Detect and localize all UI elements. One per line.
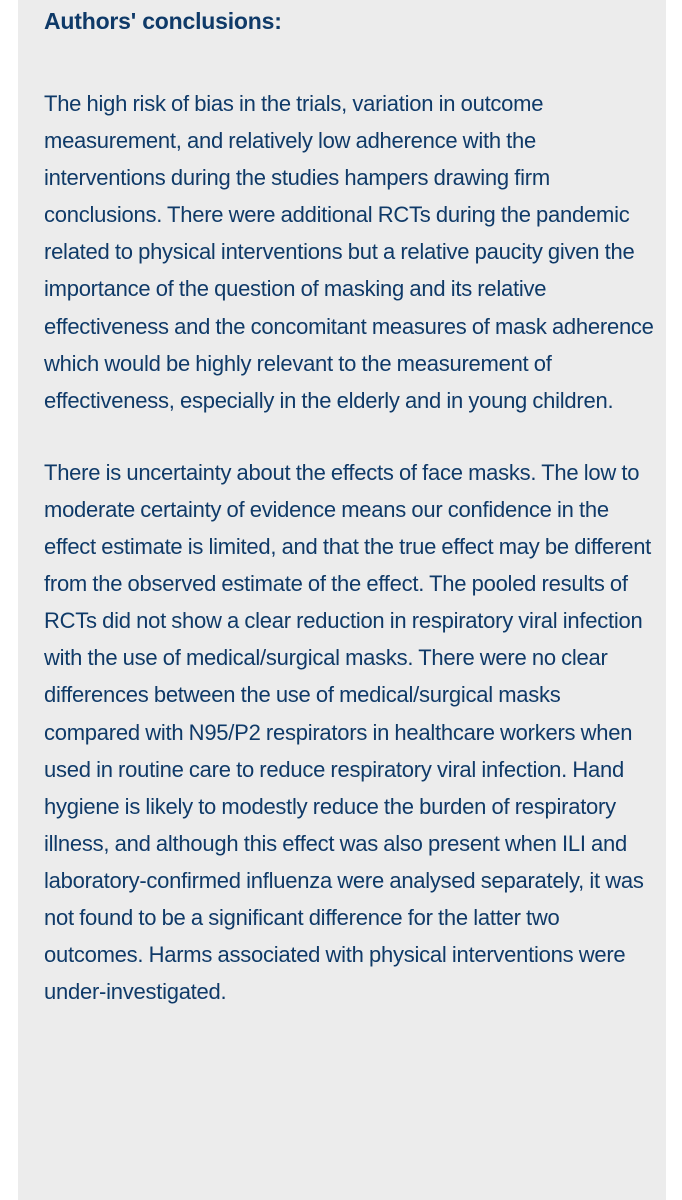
- conclusions-paragraph-1: The high risk of bias in the trials, variation in outcome measurement, and relatively low adherence with the interventions during the studies hampers drawing firm conclusions. There were additional RCTs during the pandemic related to physical interventions but a relative paucity given the importance of the question of masking and its relative effectiveness and the concomitant measures of mask adherence which would be highly relevant to the measurement of effectiveness, especially in the elderly and in young children.: [44, 91, 654, 413]
- conclusions-panel: [18, 0, 666, 1200]
- section-heading: Authors' conclusions:: [44, 8, 282, 34]
- conclusions-paragraph-2: There is uncertainty about the effects of face masks. The low to moderate certainty of evidence means our confidence in the effect estimate is limited, and that the true effect may be different from the observed estimate of the effect. The pooled results of RCTs did not show a clear reduction in respiratory viral infection with the use of medical/surgical masks. There were no clear differences between the use of medical/surgical masks compared with N95/P2 respirators in healthcare workers when used in routine care to reduce respiratory viral infection. Hand hygiene is likely to modestly reduce the burden of respiratory illness, and although this effect was also present when ILI and laboratory-confirmed influenza were analysed separately, it was not found to be a significant difference for the latter two outcomes. Harms associated with physical interventions were under-investigated.: [44, 459, 652, 1005]
